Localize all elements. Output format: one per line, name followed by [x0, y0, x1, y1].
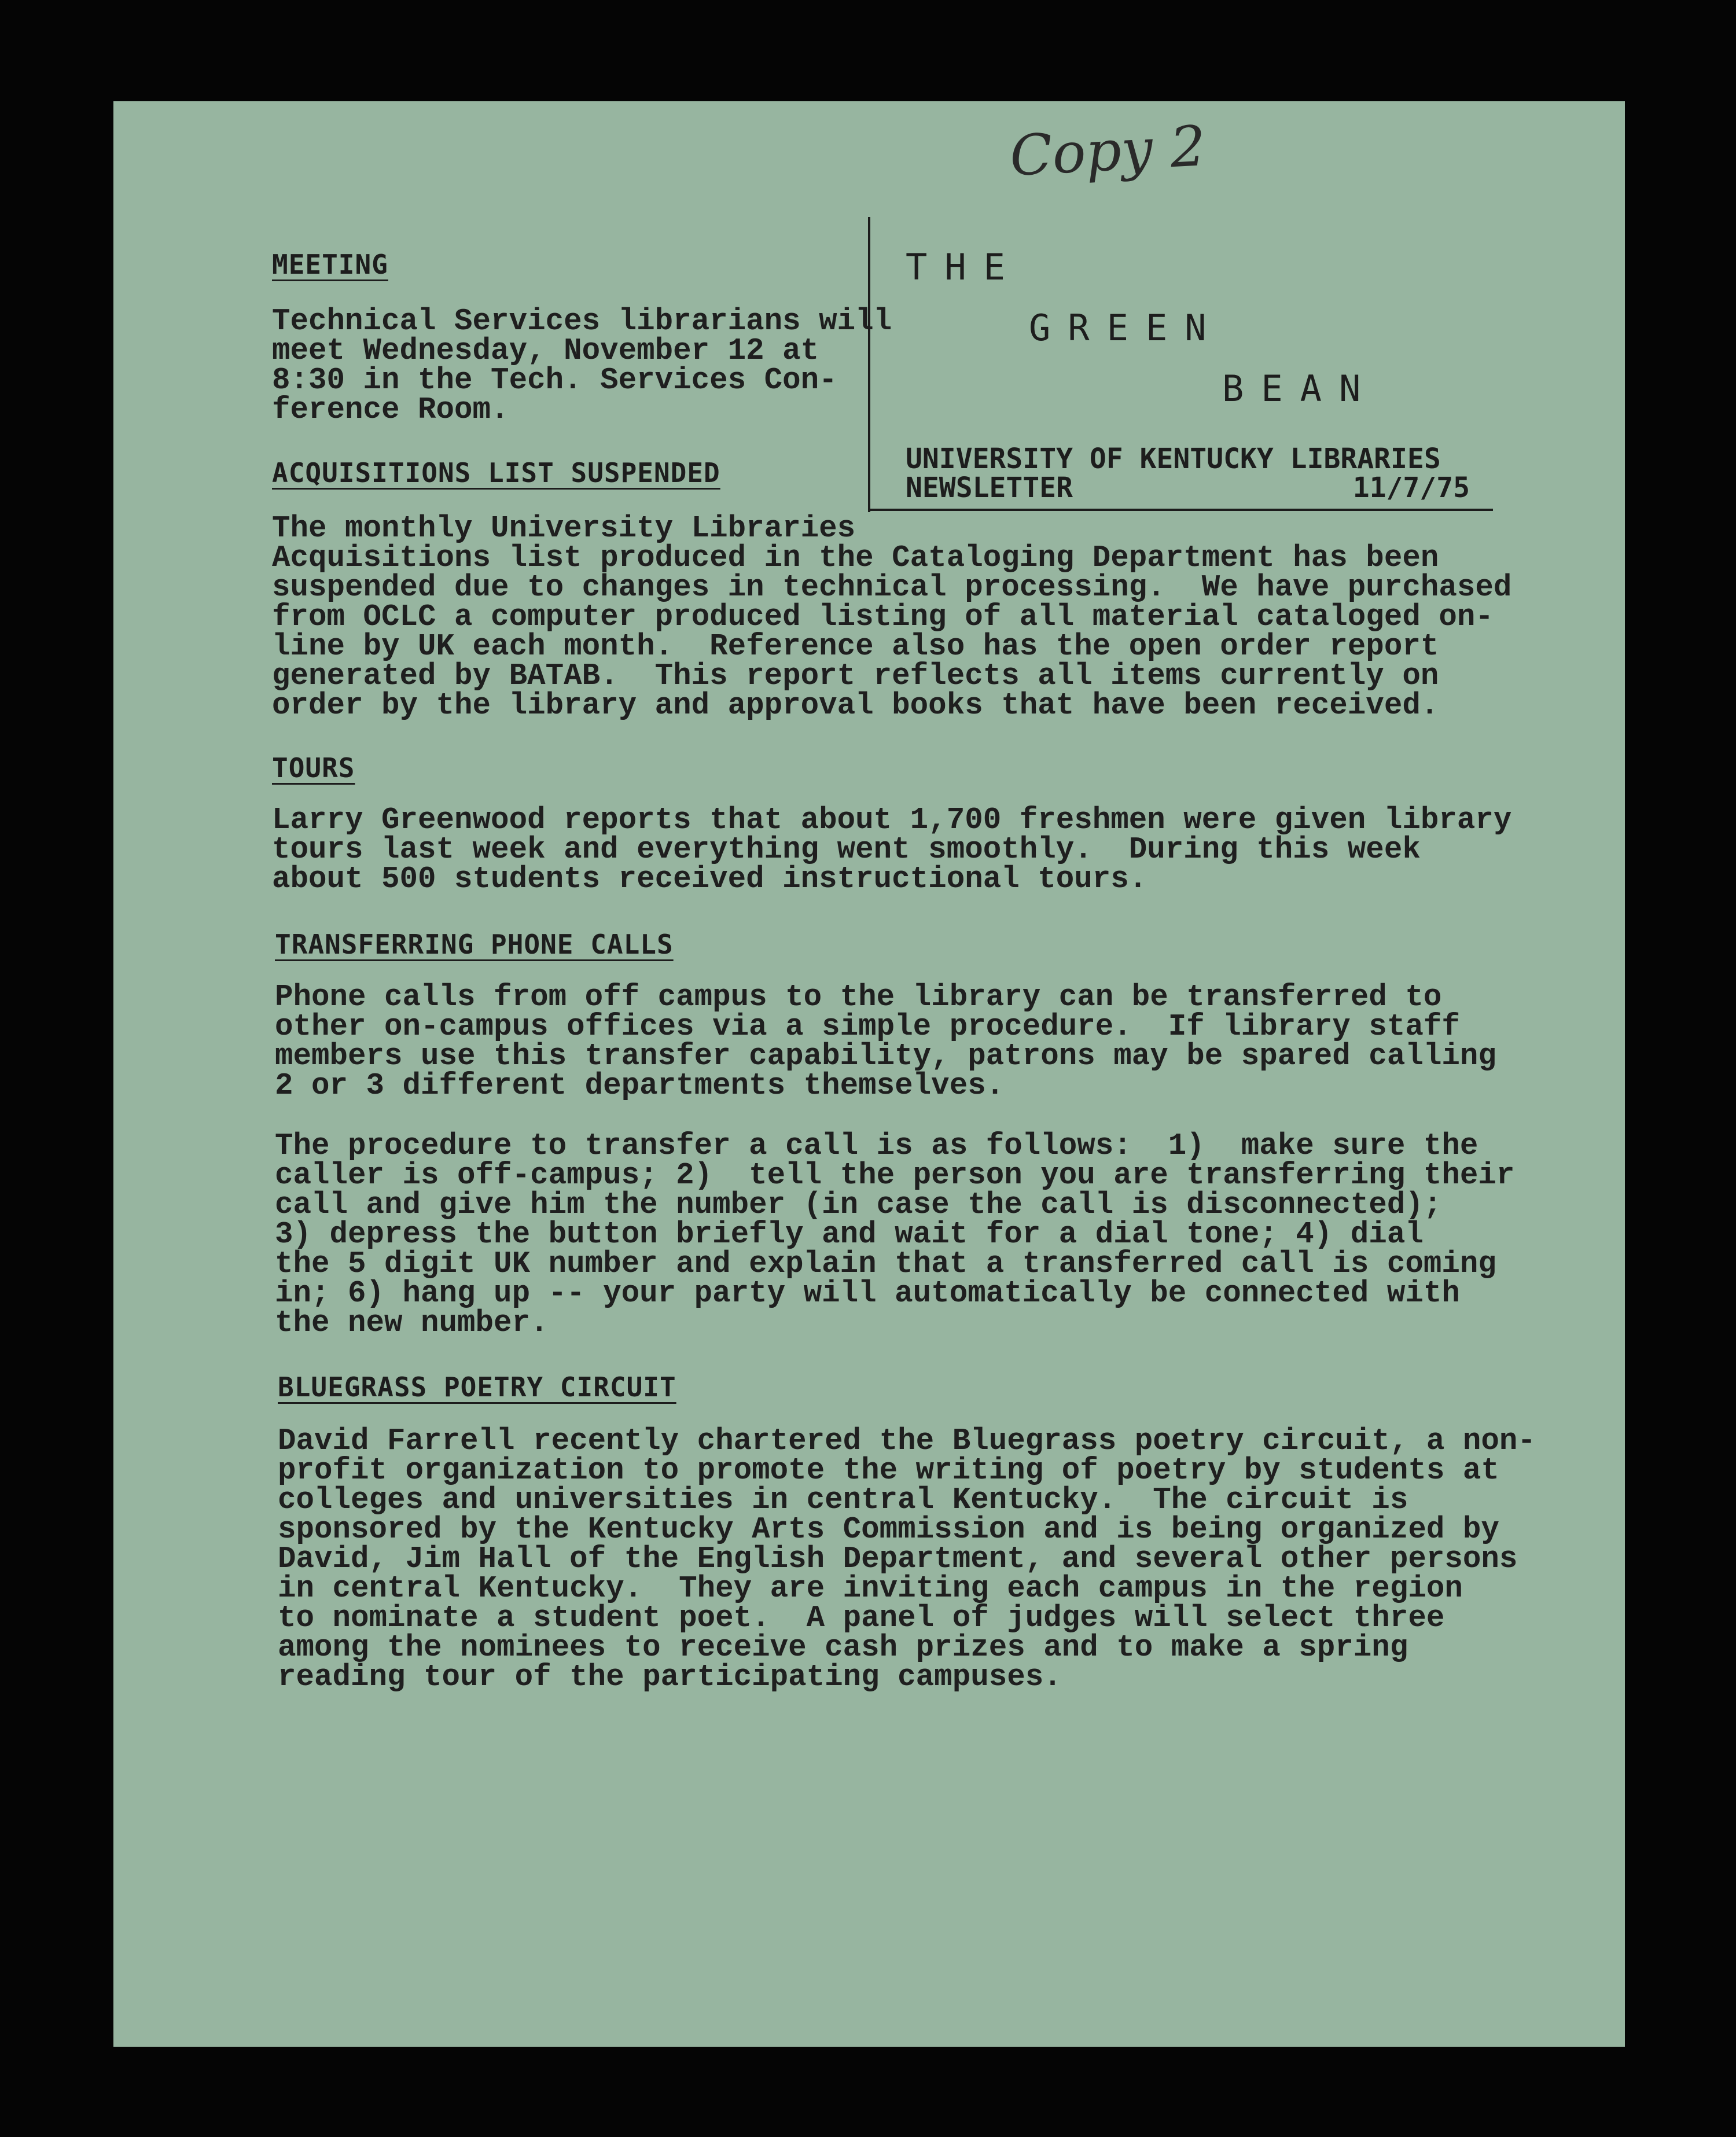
masthead-the: THE [906, 246, 1023, 288]
section-heading-phone-calls: TRANSFERRING PHONE CALLS [275, 929, 674, 960]
masthead-green: GREEN [1029, 307, 1224, 349]
handwritten-copy-note: Copy 2 [1008, 113, 1208, 189]
section-heading-acquisitions: ACQUISITIONS LIST SUSPENDED [272, 457, 720, 488]
masthead-horizontal-rule [868, 509, 1493, 511]
acquisitions-paragraph: The monthly University Libraries Acquisitions list produced in the Cataloging Department has been suspended due to changes in technical processing. We have purchased from OCLC a computer produced listing of all material cataloged on- line by UK each month. Reference also has the open order report generated by BATAB. This report reflects all items currently on order by the library and approval books that have been received. [272, 511, 1512, 723]
meeting-paragraph: Technical Services librarians will meet Wednesday, November 12 at 8:30 in the Tech. Services Con- ference Room. [272, 304, 892, 427]
masthead-subtitle: UNIVERSITY OF KENTUCKY LIBRARIES [906, 443, 1441, 475]
section-heading-tours: TOURS [272, 752, 355, 784]
masthead-issue-line [906, 472, 1470, 504]
section-heading-meeting: MEETING [272, 249, 388, 280]
phone-calls-paragraph-1: Phone calls from off campus to the library can be transferred to other on-campus offices via a simple procedure. If library staff members use this transfer capability, patrons may be spared calling 2 or 3 different departments themselves. [275, 980, 1496, 1103]
section-heading-poetry-circuit: BLUEGRASS POETRY CIRCUIT [278, 1371, 676, 1403]
poetry-circuit-paragraph: David Farrell recently chartered the Bluegrass poetry circuit, a non- profit organization to promote the writing of poetry by students at colleges and universities in central Kentucky. The circuit is sponsored by the Kentucky Arts Commission and is being organized by David, Jim Hall of the English Department, and several other persons in central Kentucky. They are inviting each campus in the region to nominate a student poet. A panel of judges will select three among the nominees to receive cash prizes and to make a spring reading tour of the participating campuses. [278, 1424, 1536, 1694]
issue-date: 11/7/75 [1352, 472, 1470, 504]
phone-calls-paragraph-2: The procedure to transfer a call is as follows: 1) make sure the caller is off-campus; 2) tell the person you are transferring their call and give him the number (in case the call is disconnected); 3) depress the button briefly and wait for a dial tone; 4) dial the 5 digit UK number and explain that a transferred call is coming in; 6) hang up -- your party will automatically be connected with the new number. [275, 1128, 1515, 1340]
masthead-newsletter: NEWSLETTER [906, 472, 1073, 504]
tours-paragraph: Larry Greenwood reports that about 1,700 freshmen were given library tours last week and everything went smoothly. During this week about 500 students received instructional tours. [272, 803, 1512, 896]
masthead-bean: BEAN [1222, 367, 1378, 410]
